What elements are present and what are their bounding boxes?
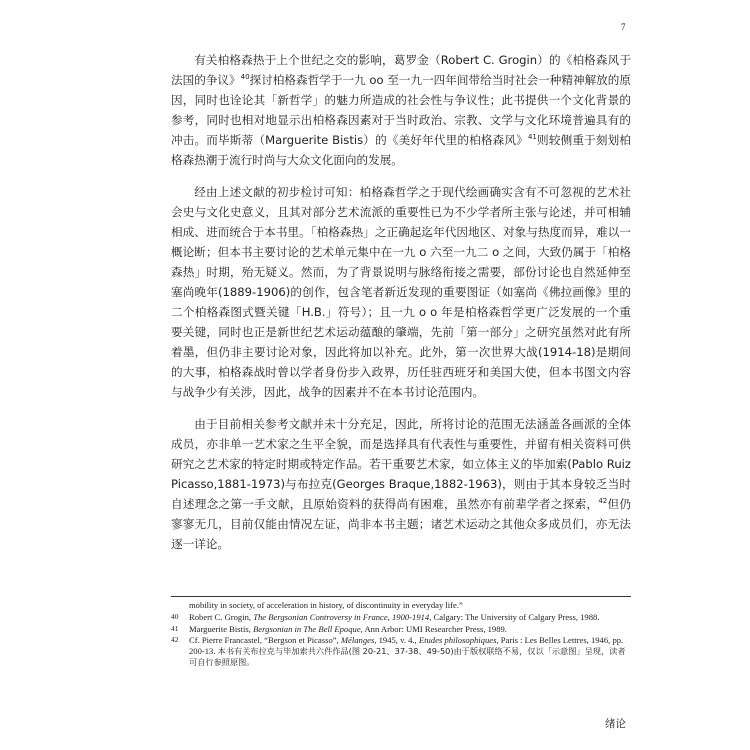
footnote-text [189,624,631,635]
footnote-41 [171,624,631,635]
footnote-ref-42[interactable]: 42 [598,497,608,506]
footnote-author: Robert C. Grogin, [189,611,254,622]
footnote-title-2: Etudes philosophiques [418,635,497,646]
paragraph-3-text-b: 但仍寥寥无几，目前仅能由情况左证，尚非本书主题；诸艺术运动之其他众多成员们，亦无法逐一详论。 [171,497,631,551]
footnote-number: 40 [171,611,179,621]
body-text [171,50,631,554]
footnote-volume: , 1945, v. 4., [374,635,419,646]
footnote-title: Mélanges [340,635,375,646]
footnote-ref-40[interactable]: 40 [240,73,250,82]
footnote-divider [171,596,631,597]
paragraph-3-text-a: 由于目前相关参考文献并未十分充足，因此，所将讨论的范围无法涵盖各画派的全体成员，亦非单一艺术家之生平全貌，而是选择具有代表性与重要性，并留有相关资料可供研究之艺术家的特定时期或特定作品。若干重要艺术家，如立体主义的毕加索(Pablo Ruiz Picasso,1881-1973)与布拉克(Georges Braque,1882-1963)，则由于其本身较乏当时自述理念之第一手文献，且原始资料的获得尚有困难，虽然亦有前辈学者之探索， [171,417,631,511]
footnote-40 [171,612,631,623]
footnote-chinese-note: 本书有关布拉克与毕加索共六件作品(图 20-21、37-38、49-50)由于版权联络不易，仅以「示意图」呈现，读者可自行参照原图。 [189,646,626,667]
footnote-publisher: , Ann Arbor: UMI Researcher Press, 1989. [360,623,507,634]
footnote-publisher: , Calgary: The University of Calgary Press, 1988. [429,611,600,622]
footnote-title: Bergsonian in The Bell Epoque [253,623,361,634]
paragraph-2: 经由上述文献的初步检讨可知：柏格森哲学之于现代绘画确实含有不可忽视的艺术社会史与文化史意义，且其对部分艺术流派的重要性已为不少学者所主张与论述，并可相辅相成、进而统合于本书里。「柏格森热」之正确起迄年代因地区、对象与热度而异，难以一概论断；但本书主要讨论的艺术单元集中在一九 o 六至一九二 o 之间，大致仍属于「柏格森热」时期，殆无疑义。然而，为了背景说明与脉络衔接之需要，部份讨论也自然延伸至塞尚晚年(1889-1906)的创作，包含笔者新近发现的重要图证（如塞尚《佛拉画像》里的二个柏格森图式暨关键「H.B.」符号）；且一九 o o 年是柏格森哲学更广泛发展的一个重要关键，同时也正是新世纪艺术运动蕴酿的肇端，先前「第一部分」之研究虽然对此有所着墨，但仍非主要讨论对象，因此将加以补充。此外，第一次世界大战(1914-18)是期间的大事，柏格森战时曾以学者身份步入政界，历任驻西班牙和美国大使，但本书图文内容与战争少有关涉，因此，战争的因素并不在本书讨论范围内。 [171,185,631,399]
footnote-publisher: , Paris : Les Belles Lettres, 1946, pp. 200-13. [189,635,624,657]
footnote-continuation: mobility in society, of acceleration in history, of discontinuity in everyday life.” [189,600,463,610]
paragraph-1 [171,50,631,170]
page-number: 7 [621,22,626,32]
footnote-text [189,635,631,667]
paragraph-1-text-b: 探讨柏格森哲学于一九 oo 至一九一四年间带给当时社会一种精神解放的原因，同时也诠论其「新哲学」的魅力所造成的社会性与争议性；此书提供一个文化背景的参考，同时也相对地显示出柏格森因素对于当时政治、宗教、文学与文化环境普遍具有的冲击。而毕斯蒂（Marguerite Bistis）的《美好年代里的柏格森风》 [171,73,631,147]
footnotes [171,600,631,669]
footnote-author: Marguerite Bistis, [189,623,254,634]
footnote-author: Cf. Pierre Francastel, “Bergson et Picasso”, [189,635,341,646]
footnote-ref-41[interactable]: 41 [527,133,537,142]
footnote-title: The Bergsonian Controversy in France, 1900-1914 [253,611,430,622]
section-label: 绪论 [605,718,626,730]
paragraph-3 [171,414,631,554]
paragraph-1-text-c: 则较侧重于刻划柏格森热潮于流行时尚与大众文化面向的发展。 [171,133,631,167]
footnote-number: 42 [171,635,179,645]
footnote-42 [171,635,631,667]
paragraph-1-text-a: 有关柏格森热于上个世纪之交的影响，葛罗金（Robert C. Grogin）的《柏格森风于法国的争议》 [171,53,631,87]
footnote-text [189,612,631,623]
footnote-number: 41 [171,623,179,633]
